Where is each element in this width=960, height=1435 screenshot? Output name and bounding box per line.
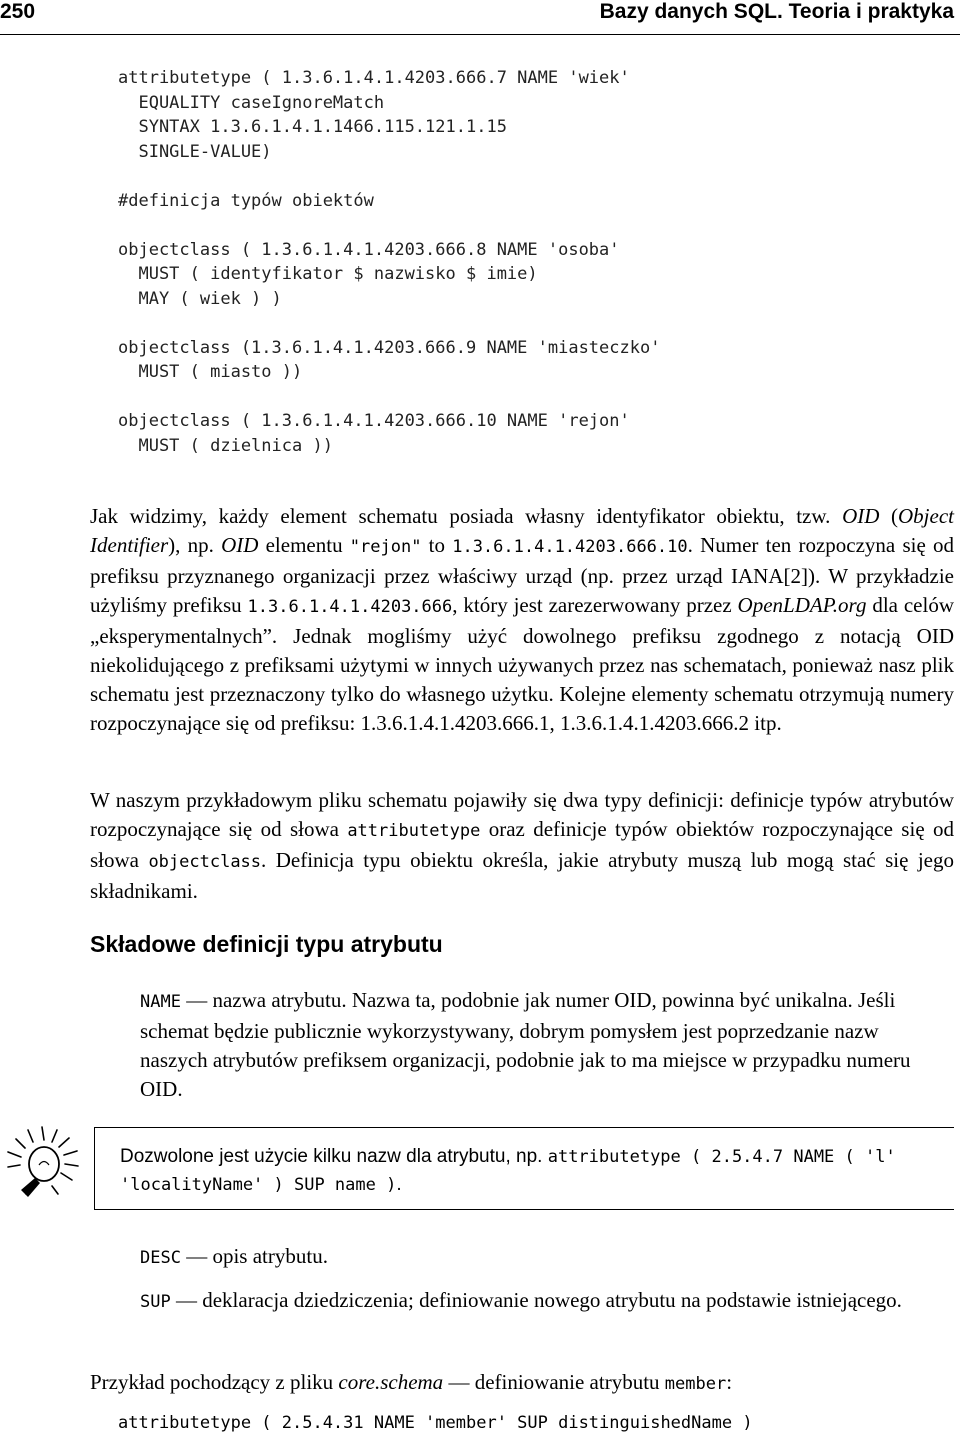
tip-box-rule [94,1128,95,1209]
book-title: Bazy danych SQL. Teoria i praktyka [599,0,954,23]
term-object-identifier: Object Identifier [90,504,954,557]
tip-box [94,1127,954,1210]
code-line: objectclass (1.3.6.1.4.1.4203.666.9 NAME 'miasteczko' [118,337,661,358]
text: . Numer ten rozpoczyna się od prefiksu przyznanego organizacji przez właściwy urząd (np. przez urząd IANA[2]). W przykładzie użyliśmy prefiksu [90,533,954,617]
paragraph-definitions [90,786,954,906]
code-line: MUST ( identyfikator $ nazwisko $ imie) [118,264,538,284]
inline-code: 1.3.6.1.4.1.4203.666.10 [452,537,688,557]
page-number: 250 [0,0,36,23]
tip-text [120,1143,950,1199]
definition-term: NAME [140,992,181,1012]
text: ( [879,504,899,528]
code-line [118,164,660,189]
text: W naszym przykładowym pliku schematu pojawiły się dwa typy definicji: definicje typów atrybutów rozpoczynające się od słowa [90,788,954,841]
code-line: SYNTAX 1.3.6.1.4.1.1466.115.121.1.15 [118,117,507,137]
text: : [726,1370,733,1394]
text: Jak widzimy, każdy element schematu posiada własny identyfikator obiektu, tzw. [90,504,843,528]
inline-code: attributetype [347,821,481,841]
code-line: attributetype ( 1.3.6.1.4.1.4203.666.7 NAME 'wiek' [118,68,630,88]
code-line: objectclass ( 1.3.6.1.4.1.4203.666.8 NAME 'osoba' [118,239,620,260]
term-oid: OID [221,533,259,557]
text: dla celów „eksperymentalnych”. Jednak mogliśmy użyć dowolnego prefiksu zgodnego z notacją OID niekolidującego z prefiksami użytymi w innych używanych przez nas schematach, ponieważ nasz plik schematu jest przeznaczony tylko do własnego użytku. Kolejne elementy schematu otrzymują numery rozpoczynające się od prefiksu: 1.3.6.1.4.1.4203.666.1, 1.3.6.1.4.1.4203.666.2 itp. [90,593,955,735]
tip-end: . [396,1174,402,1195]
tip-code: attributetype ( 2.5.4.7 NAME ( 'l' 'localityName' ) SUP name ) [120,1147,896,1195]
code-line [118,385,660,410]
schema-code-block [118,66,660,458]
term-oid: OID [842,504,880,528]
text: — definiowanie atrybutu [443,1370,665,1394]
example-code: attributetype ( 2.5.4.31 NAME 'member' SUP distinguishedName ) [118,1413,753,1433]
inline-code: 1.3.6.1.4.1.4203.666 [247,597,453,617]
term-openldap: OpenLDAP.org [737,593,867,617]
text: . Definicja typu obiektu określa, jakie atrybuty muszą lub mogą stać się jego składnikami. [90,848,954,903]
text: oraz definicje typów obiektów rozpoczynające się od słowa [90,817,954,872]
definition-text: — opis atrybutu. [180,1244,328,1268]
definition-text: — nazwa atrybutu. Nazwa ta, podobnie jak numer OID, powinna być unikalna. Jeśli schemat będzie publicznie wykorzystywany, dobrym pomysłem jest poprzedzanie nazw naszych atrybutów prefiksem organizacji, podobnie jak to ma miejsce w przypadku numeru OID. [140,988,911,1101]
code-line: MAY ( wiek ) ) [118,288,282,309]
inline-code: objectclass [148,852,262,872]
section-heading: Składowe definicji typu atrybutu [90,931,443,957]
code-line: objectclass ( 1.3.6.1.4.1.4203.666.10 NAME 'rejon' [118,411,630,431]
lightbulb-idea-icon [2,1124,82,1204]
page-header [0,0,960,35]
definition-term: SUP [140,1292,171,1312]
definition-sup [140,1286,930,1317]
code-line: #definicja typów obiektów [118,190,374,211]
text: to [421,533,453,557]
paragraph-oid [90,502,954,738]
text: , który jest zarezerwowany przez [452,593,738,617]
code-line: MUST ( miasto )) [118,362,303,382]
code-line: EQUALITY caseIgnoreMatch [118,92,385,113]
code-line: SINGLE-VALUE) [118,141,272,162]
code-line: MUST ( dzielnica )) [118,435,333,456]
file-name: core.schema [338,1370,444,1394]
definition-name [140,986,930,1104]
definition-text: — deklaracja dziedziczenia; definiowanie nowego atrybutu na podstawie istniejącego. [170,1288,902,1312]
tip-sentence: Dozwolone jest użycie kilku nazw dla atrybutu, np. [120,1146,548,1167]
inline-code: "rejon" [349,537,422,557]
text: elementu [258,533,350,557]
inline-code: member [664,1374,727,1394]
example-intro [90,1368,954,1399]
definition-term: DESC [140,1248,181,1268]
text: ), np. [168,533,222,557]
definition-desc [140,1242,930,1273]
text: Przykład pochodzący z pliku [90,1370,339,1394]
code-line [118,311,660,336]
code-line [118,213,660,238]
